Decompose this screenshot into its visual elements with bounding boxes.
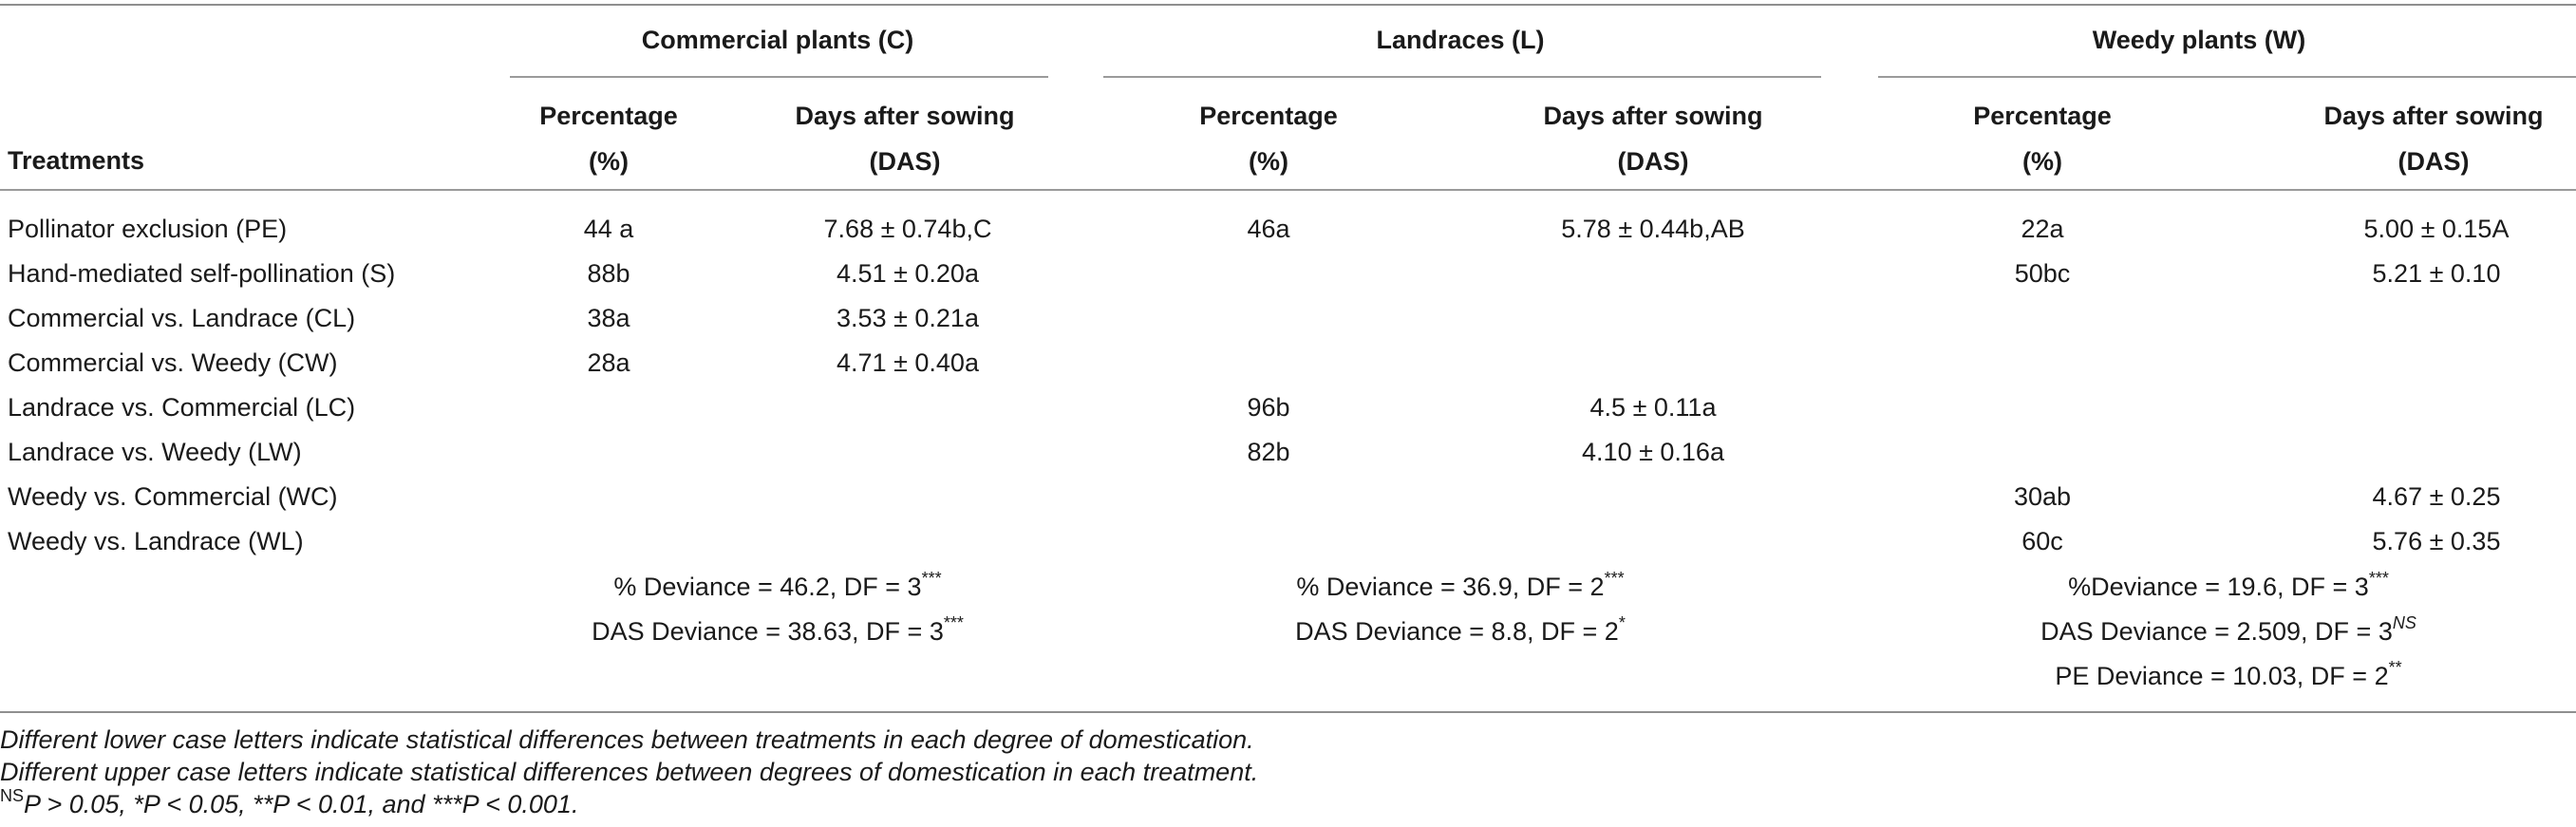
table-top-rule (0, 4, 2576, 6)
header-line: (%) (1248, 147, 1288, 176)
table-bottom-rule (0, 711, 2576, 713)
l-das-cell: 4.5 ± 0.11a (1589, 393, 1717, 422)
deviance-l-das (1295, 613, 1626, 647)
deviance-text: PE Deviance = 10.03, DF = 2 (2055, 662, 2389, 690)
deviance-text: DAS Deviance = 38.63, DF = 3 (592, 617, 944, 646)
footnote-uppercase-letters: Different upper case letters indicate statistical differences between degrees of domestication in each treatment. (0, 758, 1259, 786)
ns-mark: NS (0, 786, 25, 805)
significance-mark: *** (921, 569, 942, 588)
w-percentage-cell: 50bc (2014, 259, 2071, 288)
w-percentage-cell: 22a (2021, 215, 2064, 243)
l-percentage-cell: 46a (1247, 215, 1290, 243)
header-line: Days after sowing (2323, 102, 2544, 130)
header-bottom-rule (0, 189, 2576, 191)
treatment-label: Weedy vs. Landrace (WL) (8, 527, 304, 555)
header-line: Days after sowing (1543, 102, 1763, 130)
group-underline-landraces (1103, 76, 1821, 78)
deviance-w-pe (2055, 658, 2402, 691)
header-line: Percentage (1199, 102, 1338, 130)
w-das-cell: 5.21 ± 0.10 (2372, 259, 2501, 288)
header-line: (DAS) (2397, 147, 2470, 176)
deviance-text: DAS Deviance = 2.509, DF = 3 (2040, 617, 2393, 646)
column-header-l-das (1543, 101, 1762, 177)
header-line: Days after sowing (795, 102, 1015, 130)
c-percentage-cell: 44 a (583, 215, 634, 243)
header-line: (%) (2021, 147, 2062, 176)
w-das-cell: 4.67 ± 0.25 (2372, 482, 2501, 511)
deviance-text: DAS Deviance = 8.8, DF = 2 (1295, 617, 1619, 646)
c-percentage-cell: 38a (587, 304, 630, 332)
column-header-w-das (2323, 101, 2543, 177)
significance-mark: NS (2392, 613, 2416, 632)
c-das-cell: 3.53 ± 0.21a (837, 304, 979, 332)
column-header-treatments: Treatments (8, 146, 145, 175)
w-percentage-cell: 60c (2021, 527, 2063, 555)
column-header-w-percentage (1973, 101, 2112, 177)
significance-mark: * (1618, 613, 1626, 632)
c-das-cell: 4.51 ± 0.20a (837, 259, 979, 288)
header-line: (DAS) (869, 147, 941, 176)
header-line: (%) (588, 147, 629, 176)
column-header-l-percentage (1199, 101, 1338, 177)
header-line: (DAS) (1617, 147, 1689, 176)
c-das-cell: 7.68 ± 0.74b,C (823, 215, 992, 243)
header-line: Percentage (1973, 102, 2112, 130)
treatment-label: Landrace vs. Weedy (LW) (8, 438, 302, 466)
group-underline-weedy (1878, 76, 2576, 78)
w-das-cell: 5.00 ± 0.15A (2363, 215, 2510, 243)
deviance-text: % Deviance = 36.9, DF = 2 (1296, 573, 1605, 601)
group-header-landraces: Landraces (L) (1376, 26, 1545, 54)
deviance-w-das (2040, 613, 2416, 647)
l-percentage-cell: 82b (1247, 438, 1290, 466)
significance-legend-text: P > 0.05, *P < 0.05, **P < 0.01, and ***P < 0.001. (24, 790, 579, 818)
treatment-label: Pollinator exclusion (PE) (8, 215, 288, 243)
treatment-label: Landrace vs. Commercial (LC) (8, 393, 356, 422)
footnote-significance (0, 786, 579, 819)
l-das-cell: 5.78 ± 0.44b,AB (1561, 215, 1745, 243)
significance-mark: *** (2368, 569, 2389, 588)
c-percentage-cell: 88b (587, 259, 630, 288)
header-line: Percentage (539, 102, 678, 130)
deviance-text: % Deviance = 46.2, DF = 3 (613, 573, 922, 601)
deviance-w-percentage (2068, 569, 2389, 602)
c-percentage-cell: 28a (587, 348, 630, 377)
group-underline-commercial (510, 76, 1048, 78)
treatment-label: Weedy vs. Commercial (WC) (8, 482, 338, 511)
treatment-label: Hand-mediated self-pollination (S) (8, 259, 396, 288)
treatment-label: Commercial vs. Weedy (CW) (8, 348, 338, 377)
treatment-label: Commercial vs. Landrace (CL) (8, 304, 356, 332)
column-header-c-das (795, 101, 1014, 177)
l-das-cell: 4.10 ± 0.16a (1582, 438, 1724, 466)
deviance-text: %Deviance = 19.6, DF = 3 (2068, 573, 2369, 601)
deviance-l-percentage (1296, 569, 1625, 602)
deviance-c-das (592, 613, 964, 647)
w-das-cell: 5.76 ± 0.35 (2372, 527, 2501, 555)
group-header-commercial: Commercial plants (C) (641, 26, 914, 54)
footnote-lowercase-letters: Different lower case letters indicate statistical differences between treatments in each degree of domestication. (0, 725, 1254, 754)
w-percentage-cell: 30ab (2013, 482, 2072, 511)
significance-mark: *** (943, 613, 964, 632)
significance-mark: ** (2388, 658, 2402, 677)
deviance-c-percentage (613, 569, 942, 602)
significance-mark: *** (1604, 569, 1625, 588)
column-header-c-percentage (539, 101, 678, 177)
c-das-cell: 4.71 ± 0.40a (837, 348, 979, 377)
l-percentage-cell: 96b (1247, 393, 1290, 422)
group-header-weedy: Weedy plants (W) (2092, 26, 2306, 54)
